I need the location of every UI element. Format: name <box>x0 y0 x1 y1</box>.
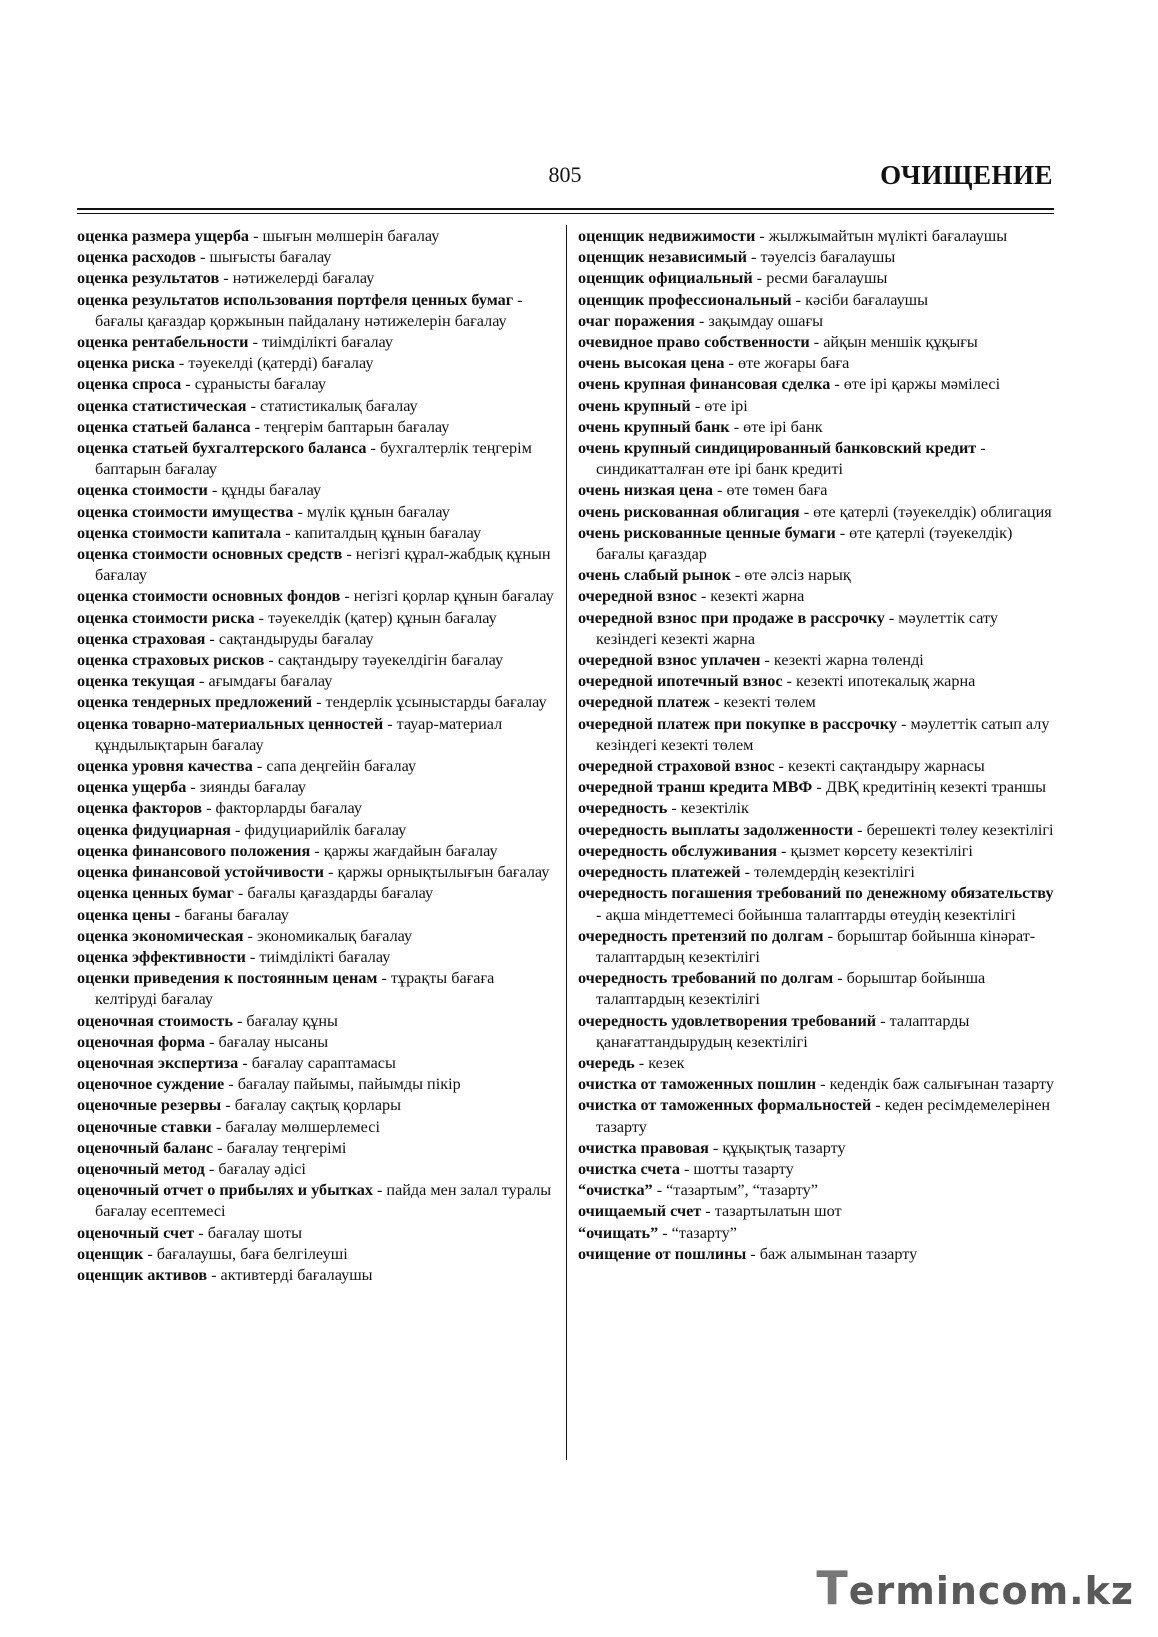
dictionary-entry: оценщик профессиональный - кәсіби бағалаушы <box>578 290 929 309</box>
entry-definition: ағымдағы бағалау <box>208 672 333 691</box>
entry-term: очередность <box>578 799 668 818</box>
entry-definition: өте қатерлі (тәуекелдік) облигация <box>813 502 1052 521</box>
dictionary-entry: оценки приведения к постоянным ценам - тұрақты бағаға келтіруді бағалау <box>77 969 495 1009</box>
entry-definition: факторларды бағалау <box>215 799 362 818</box>
entry-term: оценка эффективности <box>77 947 246 966</box>
entry-definition: мәулеттік сату кезіндегі кезекті жарна <box>596 608 999 648</box>
entry-definition: берешекті төлеу кезектілігі <box>866 820 1054 839</box>
entry-definition: пайда мен залал туралы бағалау есептемесі <box>95 1181 552 1221</box>
dictionary-entry: очищаемый счет - тазартылатын шот <box>578 1202 842 1221</box>
entry-definition: өте әлсіз нарық <box>744 566 851 585</box>
dictionary-entry: очаг поражения - зақымдау ошағы <box>578 311 823 330</box>
entry-term: оценщик независимый <box>578 248 747 267</box>
entry-term: очередной ипотечный взнос <box>578 672 783 691</box>
dictionary-entry: очень крупный - өте ірі <box>578 396 748 415</box>
entry-term: оценка финансового положения <box>77 841 311 860</box>
entry-definition: шығын мөлшерін бағалау <box>262 227 440 245</box>
entry-definition: тәуелсіз бағалаушы <box>760 248 896 267</box>
entry-term: оценочный отчет о прибылях и убытках <box>77 1181 373 1200</box>
dictionary-entry: оценка риска - тәуекелді (қатерді) бағалау <box>77 354 374 373</box>
entry-definition: бағалау құны <box>246 1011 338 1030</box>
dictionary-entry: оценка экономическая - экономикалық бағалау <box>77 926 413 945</box>
entry-term: оценщик официальный <box>578 269 753 288</box>
dictionary-entry: очередность претензий по долгам - борыштар бойынша кінәрат-талаптардың кезектілігі <box>578 926 1036 966</box>
entry-term: очистка от таможенных формальностей <box>578 1096 872 1115</box>
entry-definition: сапа деңгейін бағалау <box>266 757 417 776</box>
dictionary-entry: оценка финансовой устойчивости - қаржы орнықтылығын бағалау <box>77 863 550 882</box>
entry-term: оценка ущерба <box>77 778 187 797</box>
entry-term: оценочный счет <box>77 1223 195 1242</box>
dictionary-entry: оценка тендерных предложений - тендерлік ұсыныстарды бағалау <box>77 693 547 712</box>
entry-definition: өте ірі банк <box>743 417 823 436</box>
entry-definition: айқын меншік құқығы <box>823 333 978 352</box>
dictionary-entry: очень рискованные ценные бумаги - өте қатерлі (тәуекелдік) бағалы қағаздар <box>578 523 1013 564</box>
entry-definition: кезекті сақтандыру жарнасы <box>787 757 985 776</box>
dictionary-entry: оценка фидуциарная - фидуциарийлік бағалау <box>77 820 407 839</box>
dictionary-entry: оценочные резервы - бағалау сақтық қорлары <box>77 1096 402 1115</box>
entry-definition: мүлік құнын бағалау <box>306 502 450 521</box>
entry-definition: тұрақты бағаға келтіруді бағалау <box>95 969 495 1009</box>
dictionary-entry: оценка цены - бағаны бағалау <box>77 905 289 924</box>
dictionary-entry: очень низкая цена - өте төмен баға <box>578 481 828 500</box>
dictionary-entry: оценочный метод - бағалау әдісі <box>77 1159 306 1178</box>
column-divider <box>566 225 567 1460</box>
entry-term: оценка ценных бумаг <box>77 884 234 903</box>
entry-term: оценка цены <box>77 905 171 924</box>
entry-definition: кезекті ипотекалық жарна <box>796 672 976 691</box>
entry-term: оценка статьей баланса <box>77 417 251 436</box>
dictionary-entry: очередность обслуживания - қызмет көрсету кезектілігі <box>578 841 973 860</box>
entry-definition: төлемдердің кезектілігі <box>754 863 915 882</box>
entry-term: очередной платеж при покупке в рассрочку <box>578 714 897 733</box>
entry-term: очень рискованная облигация <box>578 502 800 521</box>
entry-definition: бағалау сараптамасы <box>251 1053 396 1072</box>
entry-definition: бағалаушы, баға белгілеуші <box>156 1244 348 1263</box>
entry-term: очень крупный банк <box>578 417 730 436</box>
dictionary-entry: оценочный отчет о прибылях и убытках - пайда мен залал туралы бағалау есептемесі <box>77 1181 552 1221</box>
entry-term: оценка тендерных предложений <box>77 693 313 712</box>
dictionary-entry: оценка спроса - сұранысты бағалау <box>77 375 326 394</box>
entry-term: очередность удовлетворения требований <box>578 1011 877 1030</box>
entry-definition: фидуциарийлік бағалау <box>244 820 407 839</box>
entry-term: “очищать” <box>578 1223 659 1242</box>
entry-definition: борыштар бойынша кінәрат-талаптардың кезектілігі <box>596 926 1036 966</box>
entry-definition: бағалау шоты <box>207 1223 302 1242</box>
entry-term: оценочное суждение <box>77 1075 225 1094</box>
entry-definition: бағалау мөлшерлемесі <box>225 1117 380 1136</box>
entry-term: очередной взнос <box>578 587 697 606</box>
entry-term: оценка страховая <box>77 629 206 648</box>
entry-definition: кезекті төлем <box>723 693 816 712</box>
dictionary-entry: оценка текущая - ағымдағы бағалау <box>77 672 333 691</box>
entry-definition: зиянды бағалау <box>199 778 307 797</box>
entry-term: оценка размера ущерба <box>77 227 250 245</box>
dictionary-entry: очень крупная финансовая сделка - өте ірі қаржы мәмілесі <box>578 375 1001 394</box>
entry-definition: қаржы орнықтылығын бағалау <box>337 863 550 882</box>
dictionary-entry: оценка размера ущерба - шығын мөлшерін бағалау <box>77 227 440 245</box>
entry-definition: бағалау сақтық қорлары <box>234 1096 402 1115</box>
entry-definition: тиімділікті бағалау <box>259 947 391 966</box>
entry-term: оценка расходов <box>77 248 196 267</box>
entry-term: очередность требований по долгам <box>578 969 834 988</box>
entry-term: очень высокая цена <box>578 354 725 373</box>
entry-definition: тәуекелді (қатерді) бағалау <box>188 354 374 373</box>
entry-definition: шығысты бағалау <box>209 248 332 267</box>
dictionary-entry: оценочное суждение - бағалау пайымы, пайымды пікір <box>77 1075 461 1094</box>
entry-definition: бағаны бағалау <box>184 905 289 924</box>
entry-term: оценка статистическая <box>77 396 247 415</box>
dictionary-entry: очередной ипотечный взнос - кезекті ипотекалық жарна <box>578 672 976 691</box>
entry-definition: өте ірі қаржы мәмілесі <box>843 375 1001 394</box>
watermark-initial: T <box>816 1561 849 1615</box>
entry-definition: сақтандыруды бағалау <box>218 629 374 648</box>
dictionary-entry: очередной платеж - кезекті төлем <box>578 693 816 712</box>
entry-term: очередность обслуживания <box>578 841 777 860</box>
entry-term: оценка стоимости риска <box>77 608 255 627</box>
entry-term: оценщик <box>77 1244 144 1263</box>
dictionary-entry: оценка ущерба - зиянды бағалау <box>77 778 307 797</box>
entry-term: оценка стоимости основных фондов <box>77 587 341 606</box>
dictionary-entry: оценка финансового положения - қаржы жағдайын бағалау <box>77 841 498 860</box>
entry-definition: құқықтық тазарту <box>722 1138 846 1157</box>
entry-term: оценка фидуциарная <box>77 820 231 839</box>
entry-term: оценочная экспертиза <box>77 1053 239 1072</box>
entry-definition: ресми бағалаушы <box>766 269 888 288</box>
entry-definition: тауар-материал құндылықтарын бағалау <box>95 714 503 754</box>
dictionary-entry: оценщик официальный - ресми бағалаушы <box>578 269 888 288</box>
entry-term: очередной транш кредита МВФ <box>578 778 813 797</box>
entry-term: оценка стоимости <box>77 481 208 500</box>
entry-definition: жылжымайтын мүлікті бағалаушы <box>768 227 1008 245</box>
dictionary-entry: оценка результатов - нәтижелерді бағалау <box>77 269 375 288</box>
entry-term: очередной страховой взнос <box>578 757 775 776</box>
site-watermark <box>816 1561 1134 1615</box>
entry-definition: сұранысты бағалау <box>194 375 326 394</box>
dictionary-entry: “очищать” - “тазарту” <box>578 1223 737 1242</box>
entry-definition: тендерлік ұсыныстарды бағалау <box>325 693 547 712</box>
dictionary-entry: очередность платежей - төлемдердің кезектілігі <box>578 863 915 882</box>
entry-term: очередность платежей <box>578 863 741 882</box>
entry-definition: өте төмен баға <box>726 481 828 500</box>
dictionary-entry: оценщик недвижимости - жылжымайтын мүлікті бағалаушы <box>578 227 1008 245</box>
dictionary-entry: очень крупный банк - өте ірі банк <box>578 417 823 436</box>
entry-term: оценка результатов <box>77 269 220 288</box>
entry-definition: бағалау нысаны <box>218 1032 329 1051</box>
entry-term: оценка рентабельности <box>77 333 249 352</box>
entry-term: очень слабый рынок <box>578 566 731 585</box>
dictionary-entry: очередность выплаты задолженности - берешекті төлеу кезектілігі <box>578 820 1054 839</box>
dictionary-entry: очистка от таможенных формальностей - кеден ресімдемелерінен тазарту <box>578 1096 1051 1136</box>
entry-definition: кеден ресімдемелерінен тазарту <box>596 1096 1051 1136</box>
entry-definition: мәулеттік сатып алу кезіндегі кезекті төлем <box>596 714 1050 754</box>
dictionary-entry: очередной страховой взнос - кезекті сақтандыру жарнасы <box>578 757 985 776</box>
dictionary-entry: оценка стоимости риска - тәуекелдік (қатер) құнын бағалау <box>77 608 497 627</box>
dictionary-entry: оценка статистическая - статистикалық бағалау <box>77 396 418 415</box>
entry-term: очередность претензий по долгам <box>578 926 824 945</box>
dictionary-entry: очистка правовая - құқықтық тазарту <box>578 1138 846 1157</box>
dictionary-entry: оценка статьей баланса - теңгерім баптарын бағалау <box>77 417 450 436</box>
entry-term: оценка текущая <box>77 672 195 691</box>
entry-term: оценка страховых рисков <box>77 651 265 670</box>
entry-definition: кезек <box>648 1053 685 1072</box>
entry-definition: “тазарту” <box>671 1223 737 1242</box>
dictionary-entry: очередность погашения требований по денежному обязательству - ақша міндеттемесі бойынша талаптарды өтеудің кезектілігі <box>578 884 1054 924</box>
dictionary-entry: оценочный баланс - бағалау теңгерімі <box>77 1138 347 1157</box>
entry-term: очередность погашения требований по денежному обязательству <box>578 884 1054 903</box>
dictionary-entry: очередной взнос при продаже в рассрочку - мәулеттік сату кезіндегі кезекті жарна <box>578 608 999 648</box>
entry-definition: қызмет көрсету кезектілігі <box>790 841 973 860</box>
dictionary-entry: оценочная форма - бағалау нысаны <box>77 1032 329 1051</box>
entry-term: очень крупный <box>578 396 691 415</box>
entry-term: оценки приведения к постоянным ценам <box>77 969 378 988</box>
entry-definition: тазартылатын шот <box>714 1202 842 1221</box>
dictionary-entry: очень крупный синдицированный банковский кредит - синдикатталған өте ірі банк кредиті <box>578 439 986 479</box>
entry-term: очистка счета <box>578 1159 680 1178</box>
entry-term: очаг поражения <box>578 311 695 330</box>
entry-term: очередной платеж <box>578 693 710 712</box>
entry-term: оценочные ставки <box>77 1117 212 1136</box>
entry-definition: өте қатерлі (тәуекелдік) бағалы қағаздар <box>596 523 1013 564</box>
entry-definition: кәсіби бағалаушы <box>805 290 929 309</box>
entry-definition: бағалау пайымы, пайымды пікір <box>237 1075 461 1094</box>
dictionary-entry: очень рискованная облигация - өте қатерлі (тәуекелдік) облигация <box>578 502 1052 521</box>
entry-definition: бағалау теңгерімі <box>226 1138 347 1157</box>
entry-definition: активтерді бағалаушы <box>220 1265 373 1284</box>
entry-definition: баж алымынан тазарту <box>759 1244 918 1263</box>
dictionary-entry: оценка расходов - шығысты бағалау <box>77 248 332 267</box>
entry-term: оценка стоимости капитала <box>77 523 282 542</box>
entry-term: очень крупный синдицированный банковский кредит <box>578 439 977 458</box>
dictionary-entry: очень слабый рынок - өте әлсіз нарық <box>578 566 851 585</box>
dictionary-entry: оценочная экспертиза - бағалау сараптамасы <box>77 1053 396 1072</box>
dictionary-entry: оценка результатов использования портфеля ценных бумаг - бағалы қағаздар қоржынын пайдалану нәтижелерін бағалау <box>77 290 523 330</box>
entry-term: очередность выплаты задолженности <box>578 820 854 839</box>
entry-term: оценочный метод <box>77 1159 205 1178</box>
entry-term: оценка риска <box>77 354 175 373</box>
entry-definition: негізгі қорлар құнын бағалау <box>353 587 554 606</box>
entry-definition: ДВҚ кредитінің кезекті траншы <box>825 778 1047 797</box>
dictionary-entry: очевидное право собственности - айқын меншік құқығы <box>578 333 978 352</box>
dictionary-entry: оценка стоимости капитала - капиталдың құнын бағалау <box>77 523 482 542</box>
entry-term: оценщик активов <box>77 1265 208 1284</box>
dictionary-entry: оценочный счет - бағалау шоты <box>77 1223 302 1242</box>
dictionary-entry: очередной транш кредита МВФ - ДВҚ кредитінің кезекті траншы <box>578 778 1047 797</box>
entry-definition: экономикалық бағалау <box>256 926 413 945</box>
right-column <box>578 226 1056 1265</box>
entry-term: очередной взнос уплачен <box>578 651 761 670</box>
dictionary-entry: оценка факторов - факторларды бағалау <box>77 799 362 818</box>
dictionary-entry: оценка статьей бухгалтерского баланса - бухгалтерлік теңгерім баптарын бағалау <box>77 439 532 479</box>
entry-term: очень крупная финансовая сделка <box>578 375 831 394</box>
entry-definition: ақша міндеттемесі бойынша талаптарды өтеудің кезектілігі <box>605 905 1016 924</box>
entry-term: оценщик профессиональный <box>578 290 792 309</box>
dictionary-entry: очередность требований по долгам - борыштар бойынша талаптардың кезектілігі <box>578 969 986 1009</box>
entry-term: “очистка” <box>578 1181 653 1200</box>
entry-term: оценщик недвижимости <box>578 227 756 245</box>
dictionary-entry: оценка товарно-материальных ценностей - тауар-материал құндылықтарын бағалау <box>77 714 503 754</box>
entry-definition: капиталдың құнын бағалау <box>294 523 482 542</box>
entry-definition: кезектілік <box>680 799 749 818</box>
entry-term: очередной взнос при продаже в рассрочку <box>578 608 885 627</box>
entry-definition: кедендік баж салығынан тазарту <box>829 1075 1054 1094</box>
dictionary-entry: очередной платеж при покупке в рассрочку - мәулеттік сатып алу кезіндегі кезекті төлем <box>578 714 1050 754</box>
entry-term: очевидное право собственности <box>578 333 810 352</box>
entry-definition: теңгерім баптарын бағалау <box>264 417 450 436</box>
entry-definition: кезекті жарна төленді <box>773 651 924 670</box>
dictionary-entry: оценка эффективности - тиімділікті бағалау <box>77 947 391 966</box>
dictionary-entry: оценка стоимости основных фондов - негізгі қорлар құнын бағалау <box>77 587 554 606</box>
dictionary-entry: оценка страховая - сақтандыруды бағалау <box>77 629 374 648</box>
dictionary-entry: очень высокая цена - өте жоғары баға <box>578 354 850 373</box>
dictionary-entry: оценка стоимости основных средств - негізгі құрал-жабдық құнын бағалау <box>77 545 551 585</box>
watermark-text: ermincom.kz <box>848 1569 1134 1613</box>
dictionary-entry: очищение от пошлины - баж алымынан тазарту <box>578 1244 918 1263</box>
dictionary-entry: оценочная стоимость - бағалау құны <box>77 1011 338 1030</box>
entry-term: оценочный баланс <box>77 1138 214 1157</box>
entry-definition: статистикалық бағалау <box>260 396 418 415</box>
entry-term: оценка экономическая <box>77 926 244 945</box>
entry-term: очищение от пошлины <box>578 1244 747 1263</box>
entry-term: оценка уровня качества <box>77 757 253 776</box>
entry-definition: бағалы қағаздарды бағалау <box>247 884 434 903</box>
running-head: ОЧИЩЕНИЕ <box>880 160 1053 190</box>
dictionary-entry: оценочные ставки - бағалау мөлшерлемесі <box>77 1117 380 1136</box>
entry-term: оценка товарно-материальных ценностей <box>77 714 384 733</box>
entry-definition: “тазартым”, “тазарту” <box>666 1181 818 1200</box>
left-column <box>77 226 556 1286</box>
entry-term: очистка правовая <box>578 1138 709 1157</box>
entry-term: оценочная форма <box>77 1032 206 1051</box>
entry-definition: сақтандыру тәуекелдігін бағалау <box>277 651 504 670</box>
dictionary-entry: оценка рентабельности - тиімділікті бағалау <box>77 333 393 352</box>
entry-term: очень низкая цена <box>578 481 713 500</box>
entry-term: очищаемый счет <box>578 1202 702 1221</box>
dictionary-entry: оценщик - бағалаушы, баға белгілеуші <box>77 1244 348 1263</box>
entry-definition: өте жоғары баға <box>737 354 850 373</box>
dictionary-entry: очередь - кезек <box>578 1053 685 1072</box>
dictionary-entry: оценка стоимости - құнды бағалау <box>77 481 322 500</box>
entry-definition: негізгі құрал-жабдық құнын бағалау <box>95 545 551 585</box>
dictionary-entry: очередность - кезектілік <box>578 799 749 818</box>
entry-definition: талаптарды қанағаттандырудың кезектілігі <box>596 1011 970 1051</box>
dictionary-entry: оценка стоимости имущества - мүлік құнын бағалау <box>77 502 450 521</box>
dictionary-entry: оценщик активов - активтерді бағалаушы <box>77 1265 373 1284</box>
entry-definition: синдикатталған өте ірі банк кредиті <box>596 460 844 479</box>
entry-term: оценка спроса <box>77 375 182 394</box>
entry-definition: қаржы жағдайын бағалау <box>323 841 498 860</box>
entry-definition: шотты тазарту <box>693 1159 794 1178</box>
dictionary-entry: оценка ценных бумаг - бағалы қағаздарды бағалау <box>77 884 434 903</box>
entry-definition: бағалы қағаздар қоржынын пайдалану нәтижелерін бағалау <box>95 311 507 330</box>
entry-term: оценка финансовой устойчивости <box>77 863 324 882</box>
entry-term: оценка стоимости основных средств <box>77 545 343 564</box>
entry-definition: зақымдау ошағы <box>708 311 823 330</box>
entry-definition: өте ірі <box>704 396 748 415</box>
entry-definition: тиімділікті бағалау <box>262 333 393 352</box>
entry-term: оценка результатов использования портфеля ценных бумаг <box>77 290 514 309</box>
entry-term: очистка от таможенных пошлин <box>578 1075 817 1094</box>
header-rule-thick <box>77 208 1054 210</box>
dictionary-entry: очистка от таможенных пошлин - кедендік баж салығынан тазарту <box>578 1075 1054 1094</box>
entry-definition: кезекті жарна <box>710 587 805 606</box>
dictionary-entry: очередность удовлетворения требований - талаптарды қанағаттандырудың кезектілігі <box>578 1011 970 1051</box>
dictionary-entry: оценка уровня качества - сапа деңгейін бағалау <box>77 757 417 776</box>
entry-definition: борыштар бойынша талаптардың кезектілігі <box>596 969 986 1009</box>
dictionary-entry: “очистка” - “тазартым”, “тазарту” <box>578 1181 818 1200</box>
entry-definition: бухгалтерлік теңгерім баптарын бағалау <box>95 439 532 479</box>
entry-term: оценка статьей бухгалтерского баланса <box>77 439 367 458</box>
entry-term: оценочная стоимость <box>77 1011 233 1030</box>
dictionary-entry: оценщик независимый - тәуелсіз бағалаушы <box>578 248 896 267</box>
dictionary-entry: очередной взнос уплачен - кезекті жарна төленді <box>578 651 924 670</box>
entry-definition: тәуекелдік (қатер) құнын бағалау <box>268 608 497 627</box>
page-number: 805 <box>548 162 582 187</box>
entry-term: оценочные резервы <box>77 1096 222 1115</box>
dictionary-entry: оценка страховых рисков - сақтандыру тәуекелдігін бағалау <box>77 651 504 670</box>
entry-term: оценка факторов <box>77 799 203 818</box>
entry-definition: құнды бағалау <box>221 481 322 500</box>
dictionary-entry: очистка счета - шотты тазарту <box>578 1159 794 1178</box>
header-rule-thin <box>77 213 1054 214</box>
entry-term: очень рискованные ценные бумаги <box>578 523 836 542</box>
entry-definition: бағалау әдісі <box>218 1159 306 1178</box>
entry-definition: нәтижелерді бағалау <box>232 269 375 288</box>
entry-term: очередь <box>578 1053 635 1072</box>
entry-term: оценка стоимости имущества <box>77 502 294 521</box>
dictionary-entry: очередной взнос - кезекті жарна <box>578 587 805 606</box>
